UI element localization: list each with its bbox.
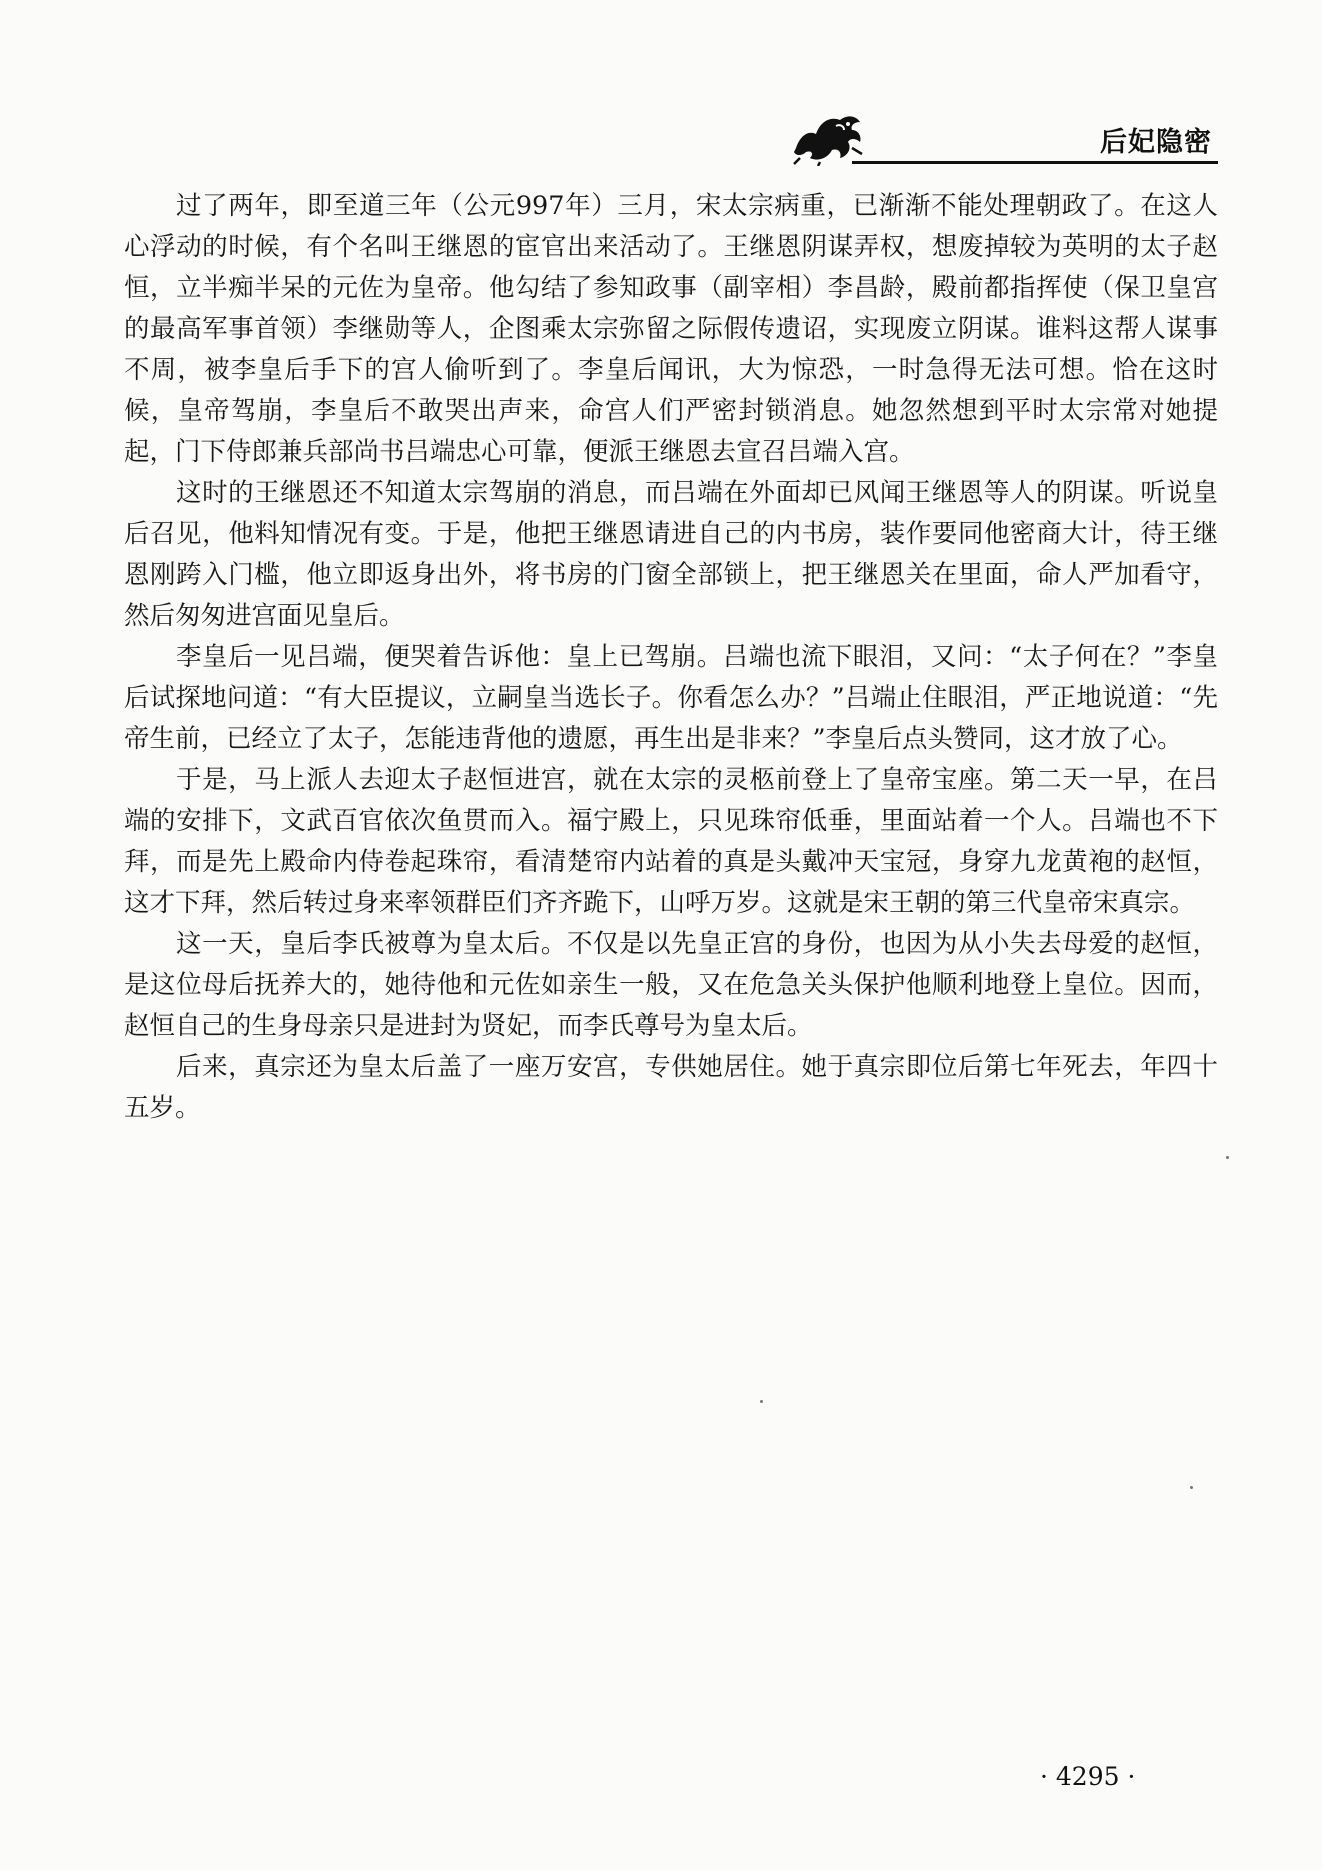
paragraph: 过了两年，即至道三年（公元997年）三月，宋太宗病重，已渐渐不能处理朝政了。在这人心浮动的时候，有个名叫王继恩的宦官出来活动了。王继恩阴谋弄权，想废掉较为英明的太子赵恒，立半痴半呆的元佐为皇帝。他勾结了参知政事（副宰相）李昌龄，殿前都指挥使（保卫皇宫的最高军事首领）李继勋等人，企图乘太宗弥留之际假传遗诏，实现废立阴谋。谁料这帮人谋事不周，被李皇后手下的宫人偷听到了。李皇后闻讯，大为惊恐，一时急得无法可想。恰在这时候，皇帝驾崩，李皇后不敢哭出声来，命宫人们严密封锁消息。她忽然想到平时太宗常对她提起，门下侍郎兼兵部尚书吕端忠心可靠，便派王继恩去宣召吕端入宫。 xyxy=(124,191,1218,467)
dragon-icon xyxy=(790,108,868,166)
scan-speck xyxy=(1190,1486,1193,1489)
paragraph: 这一天，皇后李氏被尊为皇太后。不仅是以先皇正宫的身份，也因为从小失去母爱的赵恒，是这位母后抚养大的，她待他和元佐如亲生一般，又在危急关头保护他顺利地登上皇位。因而，赵恒自己的生身母亲只是进封为贤妃，而李氏尊号为皇太后。 xyxy=(124,929,1218,1041)
book-section-title: 后妃隐密 xyxy=(1100,127,1212,158)
paragraph: 这时的王继恩还不知道太宗驾崩的消息，而吕端在外面却已风闻王继恩等人的阴谋。听说皇后召见，他料知情况有变。于是，他把王继恩请进自己的内书房，装作要同他密商大计，待王继恩刚跨入门槛，他立即返身出外，将书房的门窗全部锁上，把王继恩关在里面，命人严加看守，然后匆匆进宫面见皇后。 xyxy=(124,478,1218,631)
body-text xyxy=(124,186,1218,1129)
paragraph: 于是，马上派人去迎太子赵恒进宫，就在太宗的灵柩前登上了皇帝宝座。第二天一早，在吕端的安排下，文武百官依次鱼贯而入。福宁殿上，只见珠帘低垂，里面站着一个人。吕端也不下拜，而是先上殿命内侍卷起珠帘，看清楚帘内站着的真是头戴冲天宝冠，身穿九龙黄袍的赵恒，这才下拜，然后转过身来率领群臣们齐齐跪下，山呼万岁。这就是宋王朝的第三代皇帝宋真宗。 xyxy=(124,765,1218,918)
scan-speck xyxy=(1226,1156,1229,1159)
running-header xyxy=(790,100,1220,170)
paragraph: 后来，真宗还为皇太后盖了一座万安宫，专供她居住。她于真宗即位后第七年死去，年四十五岁。 xyxy=(124,1052,1218,1123)
header-rule xyxy=(852,161,1218,164)
scan-speck xyxy=(760,1400,763,1403)
paragraph: 李皇后一见吕端，便哭着告诉他：皇上已驾崩。吕端也流下眼泪，又问：“太子何在？”李皇后试探地问道：“有大臣提议，立嗣皇当选长子。你看怎么办？”吕端止住眼泪，严正地说道：“先帝生前，已经立了太子，怎能违背他的遗愿，再生出是非来？”李皇后点头赞同，这才放了心。 xyxy=(124,642,1218,754)
page-number: · 4295 · xyxy=(1040,1762,1136,1791)
